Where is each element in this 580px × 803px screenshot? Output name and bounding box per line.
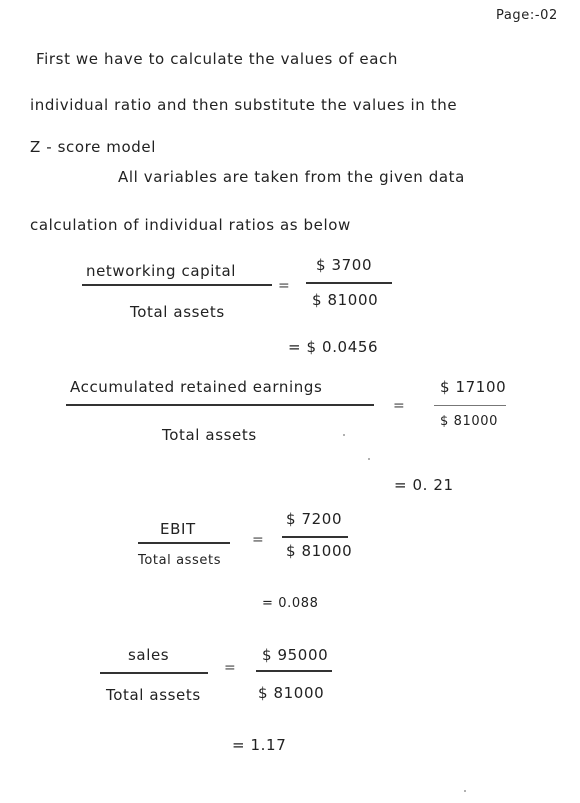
ratio-3-equals: = bbox=[252, 532, 264, 548]
ratio-3-fraction-bar bbox=[138, 542, 230, 544]
ratio-3-denominator: Total assets bbox=[138, 553, 222, 568]
ratio-1-denominator: Total assets bbox=[130, 303, 225, 321]
scan-speck bbox=[343, 434, 345, 436]
ratio-4-fraction-bar bbox=[100, 672, 208, 674]
intro-line-4: All variables are taken from the given data bbox=[118, 168, 465, 186]
ratio-2-fraction-bar bbox=[66, 404, 374, 406]
ratio-1-value-bar bbox=[306, 282, 392, 284]
ratio-4-den-value: $ 81000 bbox=[258, 684, 325, 702]
ratio-2-value-bar bbox=[434, 405, 506, 406]
intro-line-3: Z - score model bbox=[30, 138, 157, 156]
ratio-4-denominator: Total assets bbox=[106, 686, 201, 704]
ratio-2-den-value: $ 81000 bbox=[440, 414, 498, 429]
ratio-1-result: = $ 0.0456 bbox=[288, 338, 379, 356]
ratio-4-value-bar bbox=[256, 670, 332, 672]
ratio-3-value-bar bbox=[282, 536, 348, 538]
ratio-2-numerator: Accumulated retained earnings bbox=[70, 378, 323, 396]
intro-line-5: calculation of individual ratios as below bbox=[30, 216, 351, 234]
ratio-2-equals: = bbox=[393, 398, 405, 414]
ratio-4-result: = 1.17 bbox=[232, 736, 287, 754]
ratio-4-equals: = bbox=[224, 660, 236, 676]
ratio-3-num-value: $ 7200 bbox=[286, 510, 343, 528]
ratio-1-equals: = bbox=[278, 278, 290, 294]
ratio-1-den-value: $ 81000 bbox=[312, 291, 379, 309]
ratio-1-numerator: networking capital bbox=[86, 262, 237, 280]
scan-speck bbox=[464, 790, 466, 792]
ratio-2-num-value: $ 17100 bbox=[440, 378, 507, 396]
intro-line-2: individual ratio and then substitute the values in the bbox=[30, 96, 458, 114]
ratio-1-num-value: $ 3700 bbox=[316, 256, 373, 274]
ratio-2-result: = 0. 21 bbox=[394, 476, 454, 494]
ratio-3-den-value: $ 81000 bbox=[286, 542, 353, 560]
scan-speck bbox=[368, 458, 370, 460]
intro-line-1: First we have to calculate the values of each bbox=[36, 50, 398, 68]
page-number: Page:-02 bbox=[496, 8, 558, 23]
ratio-4-num-value: $ 95000 bbox=[262, 646, 329, 664]
ratio-4-numerator: sales bbox=[128, 646, 170, 664]
ratio-1-fraction-bar bbox=[82, 284, 272, 286]
ratio-2-denominator: Total assets bbox=[162, 426, 257, 444]
ratio-3-numerator: EBIT bbox=[160, 520, 196, 538]
ratio-3-result: = 0.088 bbox=[262, 596, 319, 611]
